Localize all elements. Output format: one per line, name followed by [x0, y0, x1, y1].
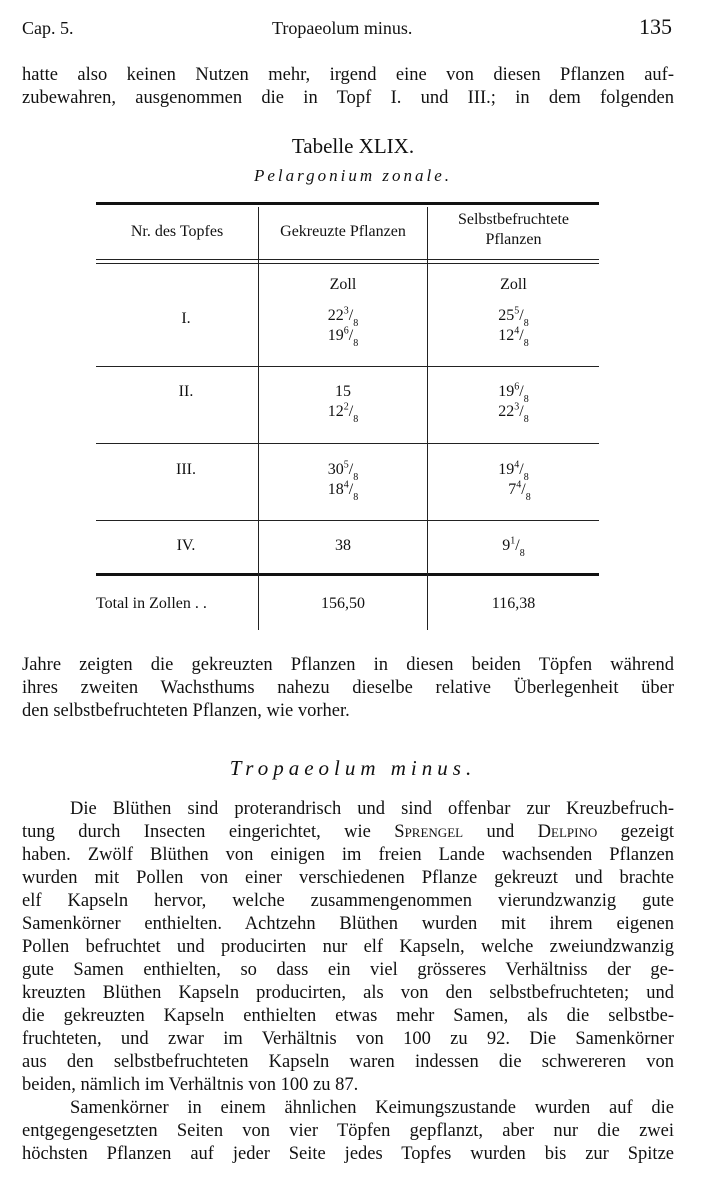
text-line: zubewahren, ausgenommen die in Topf I. und III.; in dem folgenden: [22, 88, 674, 108]
text-line: Samenkörner enthielten. Achtzehn Blüthen wurden mit ihrem eigenen: [22, 914, 674, 934]
measurement: $22^3/_8$: [327, 305, 359, 330]
text-line: die gekreuzten Kapseln enthielten etwas mehr Samen, als die selbstbe-: [22, 1006, 674, 1026]
text-line: Samenkörner in einem ähnlichen Keimungszustande wurden auf die: [70, 1098, 674, 1118]
text-line: tung durch Insecten eingerichtet, wie Sprengel und Delpino gezeigt: [22, 822, 675, 842]
header-crossed: Gekreuzte Pflanzen: [280, 223, 406, 240]
text-line: Jahre zeigten die gekreuzten Pflanzen in diesen beiden Töpfen während: [22, 655, 674, 675]
measurement: $19^4/_8$: [498, 459, 529, 484]
table-subtitle: Pelargonium zonale.: [253, 166, 453, 185]
total-crossed: 156,50: [321, 595, 365, 612]
pot-label: II.: [178, 383, 194, 400]
table-rule: [96, 263, 599, 264]
total-label: Total in Zollen . .: [96, 595, 207, 612]
page-number: 135: [639, 14, 672, 39]
measurement: $18^4/_8$: [327, 479, 359, 504]
body-paragraph: [22, 798, 674, 1166]
header-self-line1: Selbstbefruchtete: [457, 211, 570, 228]
text-line: höchsten Pflanzen auf jeder Seite jedes Topfes wurden bis zur Spitze: [22, 1144, 674, 1164]
measurement: $30^5/_8$: [327, 459, 359, 484]
table-rule: [96, 520, 599, 521]
text-line: haben. Zwölf Blüthen von einigen im freien Lande wachsenden Pflanzen: [22, 845, 674, 865]
crossed-values: [259, 459, 427, 504]
pot-label: I.: [181, 310, 191, 327]
self-values: [428, 459, 599, 504]
author-name: Sprengel: [394, 822, 464, 842]
measurement: $22^3/_8$: [498, 401, 529, 426]
text-line: wurden mit Pollen von einer verschiedenen Pflanze gekreuzt und brachte: [22, 868, 674, 888]
total-self: 116,38: [491, 595, 536, 612]
header-self-line2: Pflanzen: [485, 231, 542, 248]
text-line: Die Blüthen sind proterandrisch und sind offenbar zur Kreuzbefruch-: [70, 799, 674, 819]
text-line: hatte also keinen Nutzen mehr, irgend eine von diesen Pflanzen auf-: [22, 65, 674, 85]
self-values: [428, 305, 599, 350]
text-line: fruchteten, und zwar im Verhältnis von 100 zu 92. Die Samenkörner: [22, 1029, 674, 1049]
section-title: Tropaeolum minus.: [229, 756, 477, 780]
data-table: [96, 202, 599, 630]
text-line: beiden, nämlich im Verhältnis von 100 zu 87.: [22, 1075, 359, 1095]
header-self: [428, 210, 599, 250]
text-line: ihres zweiten Wachsthums nahezu dieselbe relative Überlegenheit über: [22, 678, 674, 698]
measurement: $19^6/_8$: [498, 381, 529, 406]
crossed-values: [259, 382, 427, 426]
text-line: kreuzten Blüthen Kapseln producirten, als von den selbstbefruchteten; und: [22, 983, 674, 1003]
measurement: 38: [335, 537, 351, 554]
header-pot: Nr. des Topfes: [130, 223, 224, 240]
self-values: [428, 535, 599, 560]
intro-paragraph: [22, 64, 674, 110]
chapter-label: Cap. 5.: [22, 18, 74, 38]
text-line: Pollen befruchtet und producirten nur elf Kapseln, welche zweiundzwanzig: [22, 937, 674, 957]
table-rule: [96, 366, 599, 367]
text-line: gute Samen enthielten, so dass ein viel grösseres Verhältniss der ge-: [22, 960, 674, 980]
running-title: Tropaeolum minus.: [272, 18, 413, 38]
author-name: Delpino: [537, 822, 598, 842]
table-rule: [96, 259, 599, 260]
measurement: $12^4/_8$: [498, 325, 529, 350]
unit-self: Zoll: [500, 276, 527, 293]
table-rule: [96, 443, 599, 444]
text-line: entgegengesetzten Seiten von vier Töpfen gepflanzt, aber nur die zwei: [22, 1121, 674, 1141]
running-head: [22, 14, 672, 40]
text-line: aus den selbstbefruchteten Kapseln waren indessen die schwereren von: [22, 1052, 674, 1072]
table-title: Tabelle XLIX.: [291, 134, 415, 158]
self-values: [428, 381, 599, 426]
measurement: $9^1/_8$: [502, 535, 525, 560]
measurement: 15: [335, 383, 351, 400]
measurement: $25^5/_8$: [498, 305, 529, 330]
text-line: den selbstbefruchteten Pflanzen, wie vorher.: [22, 701, 350, 721]
text-line: elf Kapseln hervor, welche zusammengenommen vierundzwanzig gute: [22, 891, 674, 911]
table-rule-top: [96, 202, 599, 205]
paragraph-after-table: [22, 654, 674, 723]
measurement: $7^4/_8$: [508, 479, 531, 504]
crossed-values: [259, 536, 427, 556]
unit-crossed: Zoll: [329, 276, 357, 293]
pot-label: IV.: [176, 537, 196, 554]
table-rule-bottom: [96, 573, 599, 576]
crossed-values: [259, 305, 427, 350]
measurement: $12^2/_8$: [327, 401, 359, 426]
measurement: $19^6/_8$: [327, 325, 359, 350]
pot-label: III.: [176, 461, 196, 478]
